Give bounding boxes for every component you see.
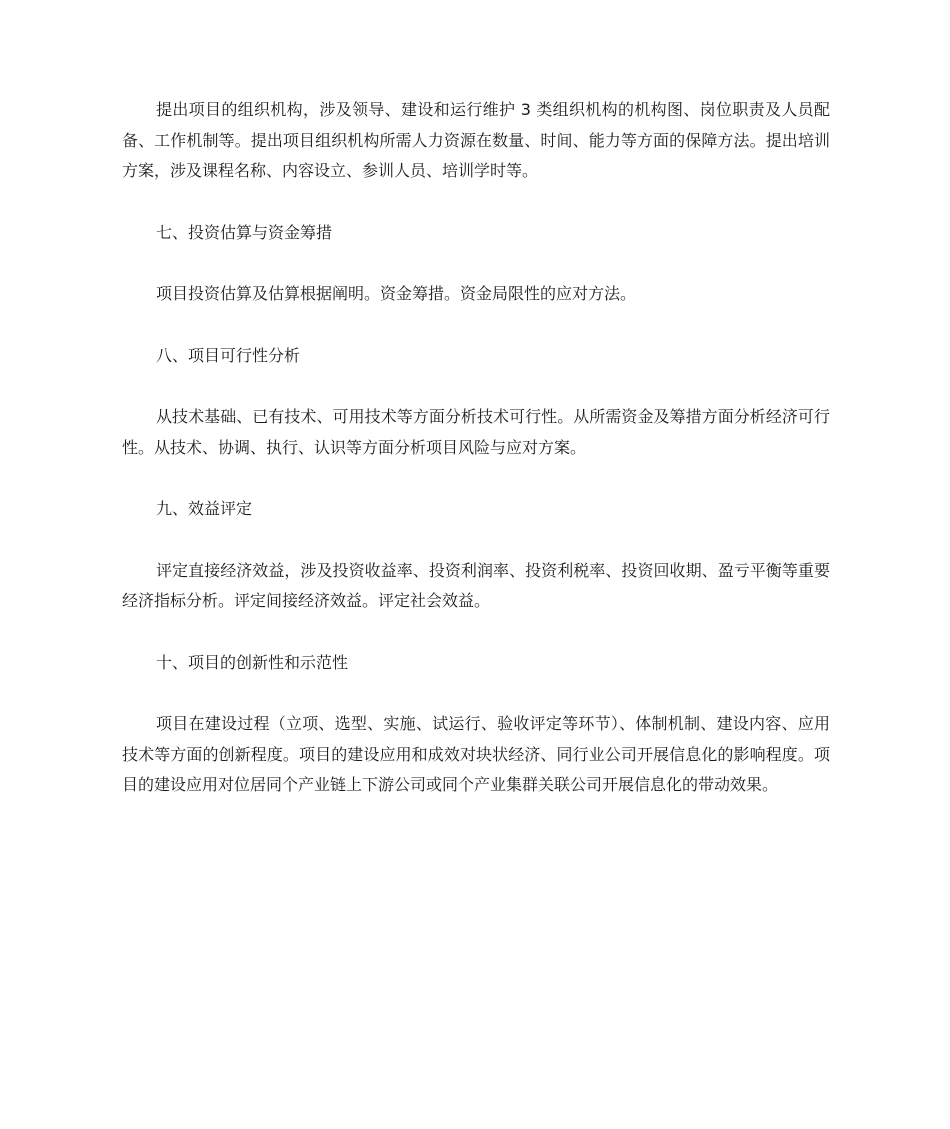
heading-investment: 七、投资估算与资金筹措: [156, 222, 333, 242]
heading-innovation: 十、项目的创新性和示范性: [156, 652, 349, 672]
paragraph-innovation: 项目在建设过程（立项、选型、实施、试运行、验收评定等环节）、体制机制、建设内容、应用技术等方面的创新程度。项目的建设应用和成效对块状经济、同行业公司开展信息化的影响程度。项目的建设应用对位居同个产业链上下游公司或同个产业集群关联公司开展信息化的带动效果。: [122, 714, 830, 794]
heading-benefit: 九、效益评定: [156, 499, 253, 518]
paragraph-investment: 项目投资估算及估算根据阐明。资金筹措。资金局限性的应对方法。: [156, 284, 637, 303]
paragraph-benefit: 评定直接经济效益，涉及投资收益率、投资利润率、投资利税率、投资回收期、盈亏平衡等重要经济指标分析。评定间接经济效益。评定社会效益。: [122, 560, 830, 610]
document-body: [122, 95, 830, 832]
paragraph-organization: 提出项目的组织机构，涉及领导、建设和运行维护 3 类组织机构的机构图、岗位职责及人员配备、工作机制等。提出项目组织机构所需人力资源在数量、时间、能力等方面的保障方法。提出培训方案，涉及课程名称、内容设立、参训人员、培训学时等。: [122, 100, 830, 180]
paragraph-feasibility: 从技术基础、已有技术、可用技术等方面分析技术可行性。从所需资金及筹措方面分析经济可行性。从技术、协调、执行、认识等方面分析项目风险与应对方案。: [122, 407, 830, 457]
heading-feasibility: 八、项目可行性分析: [156, 345, 301, 365]
